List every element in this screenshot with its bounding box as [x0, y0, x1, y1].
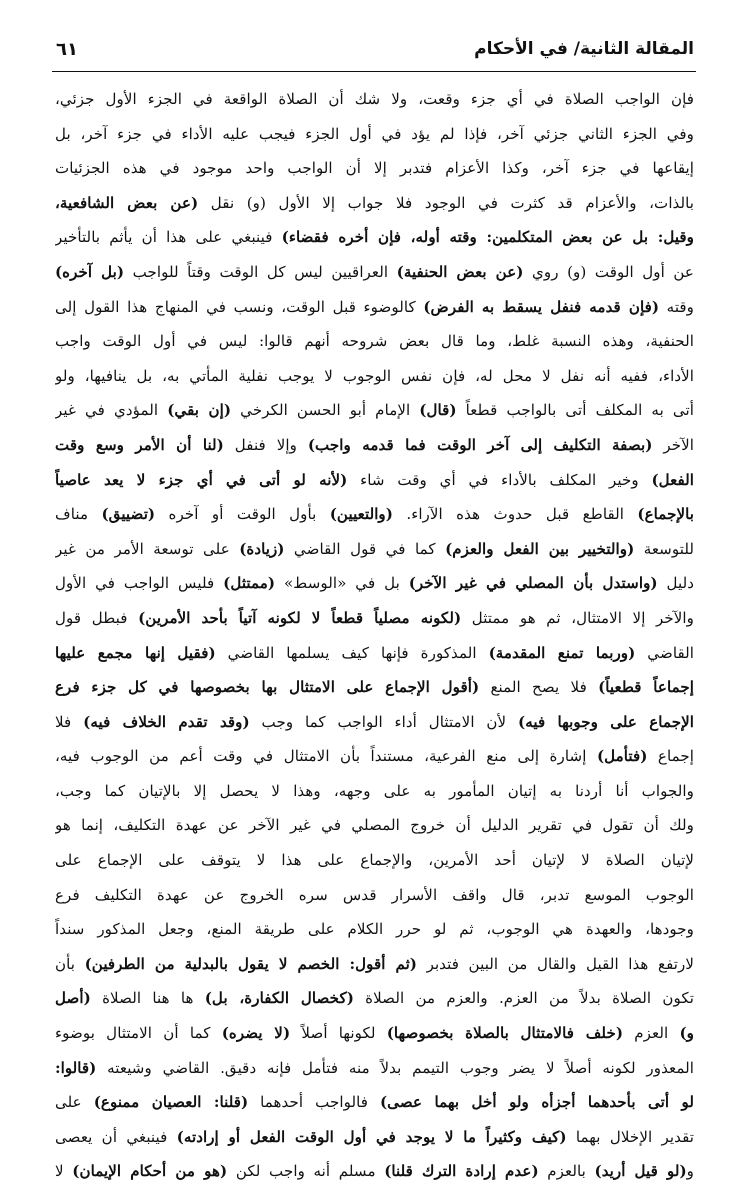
bold-text-segment: الإجماع على وجوبها فيه)	[518, 712, 694, 731]
text-line	[55, 1051, 694, 1086]
text-segment: المؤدي في غير	[55, 401, 168, 420]
text-line	[55, 82, 694, 117]
text-segment: دليل	[657, 574, 694, 593]
text-line	[55, 601, 694, 636]
text-line	[55, 705, 694, 740]
text-line	[55, 1085, 694, 1120]
text-segment: والجواب أنا أردنا به إتيان المأمور به على وجهه، وهذا لا يحصل إلا بالإتيان كما وجب،	[55, 781, 694, 800]
bold-text-segment: (قال)	[419, 401, 457, 420]
text-segment: فليس الواجب في الأول	[55, 574, 224, 593]
text-segment: لا	[55, 1162, 73, 1181]
text-segment: الوجوب الموسع تدبر، قال واقف الأسرار قدس سره الخروج عن عهدة التكليف فرع	[55, 885, 694, 904]
text-line	[55, 878, 694, 913]
text-segment: وجودها، والعهدة هي الوجوب، ثم لو حرر الكلام على طريقة المنع، وجعل المذكور سنداً	[55, 920, 694, 939]
bold-text-segment: و)	[679, 1024, 694, 1043]
bold-text-segment: (واستدل بأن المصلي في غير الآخر)	[408, 574, 658, 593]
bold-text-segment: (عن بعض الشافعية،	[55, 193, 199, 212]
text-segment: المذكورة فإنها كيف يسلمها القاضي	[215, 643, 489, 662]
text-segment: كما أن الامتثال بوضوء	[55, 1024, 222, 1043]
text-segment: بأن	[55, 954, 85, 973]
text-segment: مناف	[55, 505, 102, 524]
text-segment: لأن الامتثال أداء الواجب كما وجب	[249, 712, 519, 731]
text-segment: العزم	[623, 1024, 680, 1043]
text-line	[55, 151, 694, 186]
text-segment: عن أول الوقت (و) روي	[523, 262, 694, 281]
text-segment: وخير المكلف بالأداء في أي وقت شاء	[347, 470, 652, 489]
text-segment: إشارة إلى منع الفرعية، مستنداً بأن الامتثال في وقت أعم من الوجوب فيه،	[55, 747, 597, 766]
text-segment: القاطع قبل حدوث هذه الآراء.	[392, 505, 638, 524]
text-segment: لإتيان الصلاة لا لإتيان أحد الأمرين، والإجماع على هذا لا يتوقف على الإجماع على	[55, 851, 694, 870]
text-segment: بأول الوقت أو آخره	[155, 505, 330, 524]
bold-text-segment: (فقيل إنها مجمع عليها	[55, 643, 216, 662]
bold-text-segment: (لكونه مصلياً قطعاً لا لكونه آتياً بأحد الأمرين)	[138, 608, 462, 627]
text-segment: لارتفع هذا القيل والقال من البين فتدبر	[417, 954, 694, 973]
text-line	[55, 359, 694, 394]
text-line	[55, 220, 694, 255]
text-line	[55, 843, 694, 878]
text-line	[55, 981, 694, 1016]
text-segment: الإمام أبو الحسن الكرخي	[231, 401, 420, 420]
bold-text-segment: (ثم أقول: الخصم لا يقول بالبدلية من الطرفين)	[84, 954, 417, 973]
text-segment: وقته	[659, 297, 694, 316]
text-segment: على توسعة الأمر من غير	[55, 539, 240, 558]
text-segment: القاضي	[635, 643, 694, 662]
page-number: ٦١	[56, 38, 78, 60]
bold-text-segment: (فتأمل)	[596, 747, 648, 766]
text-segment: ها هنا الصلاة	[90, 989, 205, 1008]
text-line	[55, 117, 694, 152]
text-segment: بالذات، والأعزام قد كثرت في الوجود فلا جواب إلا الأول (و) نقل	[198, 193, 694, 212]
text-segment: وإلا فنفل	[223, 435, 308, 454]
bold-text-segment: وقيل: بل عن بعض المتكلمين: وقته أوله، فإن أخره فقضاء)	[281, 228, 694, 247]
bold-text-segment: الفعل)	[651, 470, 694, 489]
bold-text-segment: (بل آخره)	[55, 262, 125, 281]
text-segment: إجماع	[647, 747, 694, 766]
bold-text-segment: (وربما تمنع المقدمة)	[488, 643, 636, 662]
text-segment: فينبغي على هذا أن يأثم بالتأخير	[55, 228, 282, 247]
bold-text-segment: بالإجماع)	[637, 505, 694, 524]
text-segment: والآخر إلا الامتثال، ثم هو ممتثل	[461, 608, 694, 627]
text-line	[55, 255, 694, 290]
text-line	[55, 1016, 694, 1051]
text-segment: تقدير الإخلال بهما	[566, 1127, 694, 1146]
bold-text-segment: (عن بعض الحنفية)	[396, 262, 524, 281]
text-segment: وفي الجزء الثاني جزئي آخر، فإذا لم يؤد في أول الجزء فيجب عليه الأداء في جزء آخر، بل	[55, 124, 694, 143]
text-segment: فلا	[55, 712, 84, 731]
text-line	[55, 532, 694, 567]
text-segment: مسلم أنه واجب لكن	[227, 1162, 385, 1181]
text-line	[55, 912, 694, 947]
bold-text-segment: (لو قيل أريد)	[594, 1162, 687, 1181]
text-segment: بل في «الوسط»	[275, 574, 409, 593]
text-line	[55, 774, 694, 809]
text-line	[55, 186, 694, 221]
bold-text-segment: (أقول الإجماع على الامتثال بها بخصوصها في كل جزء فرع	[55, 678, 480, 697]
text-segment: إيقاعها في جزء آخر، وكذا الأعزام فتدبر إلا أن الواجب واحد موجود في هذه الجزئيات	[55, 159, 694, 178]
bold-text-segment: (لنا أن الأمر وسع وقت	[55, 435, 224, 454]
body-text	[55, 82, 694, 1189]
page-header	[56, 34, 694, 64]
header-rule	[52, 71, 696, 72]
bold-text-segment: (هو من أحكام الإيمان)	[72, 1162, 228, 1181]
text-segment: كما في قول القاضي	[284, 539, 446, 558]
text-segment: و	[686, 1162, 694, 1181]
text-line	[55, 393, 694, 428]
text-line	[55, 739, 694, 774]
text-segment: الآخر	[652, 435, 694, 454]
text-line	[55, 290, 694, 325]
text-line	[55, 497, 694, 532]
text-segment: فينبغي أن يعصى	[55, 1127, 177, 1146]
bold-text-segment: لو أتى بأحدهما أجزأه ولو أخل بهما عصى)	[379, 1093, 694, 1112]
text-segment: فلا يصح المنع	[479, 678, 599, 697]
text-segment: فبطل قول	[55, 608, 139, 627]
bold-text-segment: (بصفة التكليف إلى آخر الوقت فما قدمه واجب)	[307, 435, 653, 454]
running-title: المقالة الثانية/ في الأحكام	[474, 39, 694, 59]
text-segment: على	[55, 1093, 94, 1112]
text-segment: ولك أن تقول في تقرير الدليل أن خروج المصلي في غير الآخر عن عهدة التكليف، إنما هو	[55, 816, 694, 835]
text-line	[55, 808, 694, 843]
text-line	[55, 566, 694, 601]
bold-text-segment: (لا يضره)	[221, 1024, 291, 1043]
text-segment: كالوضوء قبل الوقت، ونسب في المنهاج هذا القول إلى	[55, 297, 424, 316]
bold-text-segment: (لأنه لو أتى في أي جزء لا يعد عاصياً	[55, 470, 348, 489]
text-line	[55, 1120, 694, 1155]
text-segment: الأداء، ففيه أنه نفل لا محل له، فإن نفس الوجوب لا يوجب نفلية المأتي به، بل ينافيها، ولو	[55, 366, 694, 385]
bold-text-segment: (تضييق)	[101, 505, 156, 524]
bold-text-segment: (ممتثل)	[223, 574, 276, 593]
bold-text-segment: (قلنا: العصيان ممنوع)	[93, 1093, 249, 1112]
text-segment: الحنفية، وهذه النسبة غلط، وما قال بعض شروحه أنهم قالوا: ليس في أول الوقت واجب	[55, 332, 694, 351]
bold-text-segment: (والتخيير بين الفعل والعزم)	[445, 539, 635, 558]
text-line	[55, 1154, 694, 1189]
text-segment: العراقيين ليس كل الوقت وقتاً للواجب	[124, 262, 397, 281]
text-line	[55, 947, 694, 982]
text-segment: لكونها أصلاً	[290, 1024, 387, 1043]
bold-text-segment: (قالوا:	[55, 1058, 97, 1077]
text-segment: بالعزم	[538, 1162, 595, 1181]
bold-text-segment: (كخصال الكفارة، بل)	[204, 989, 354, 1008]
text-segment: فإن الواجب الصلاة في أي جزء وقعت، ولا شك أن الصلاة الواقعة في الجزء الأول جزئي،	[55, 90, 694, 108]
bold-text-segment: (وقد تقدم الخلاف فيه)	[83, 712, 250, 731]
text-segment: للتوسعة	[634, 539, 694, 558]
bold-text-segment: (أصل	[55, 989, 91, 1008]
bold-text-segment: (والتعيين)	[329, 505, 393, 524]
text-segment: أتى به المكلف أتى بالواجب قطعاً	[456, 401, 694, 420]
text-line	[55, 324, 694, 359]
text-line	[55, 636, 694, 671]
bold-text-segment: (عدم إرادة الترك قلنا)	[384, 1162, 539, 1181]
bold-text-segment: (كيف وكثيراً ما لا يوجد في أول الوقت الفعل أو إرادته)	[176, 1127, 567, 1146]
bold-text-segment: إجماعاً قطعياً)	[598, 678, 694, 697]
bold-text-segment: (زيادة)	[239, 539, 285, 558]
text-line	[55, 463, 694, 498]
text-segment: تكون الصلاة بدلاً من العزم. والعزم من الصلاة	[353, 989, 694, 1008]
text-line	[55, 670, 694, 705]
bold-text-segment: (فإن قدمه فنفل يسقط به الفرض)	[423, 297, 660, 316]
text-line	[55, 428, 694, 463]
bold-text-segment: (إن بقي)	[167, 401, 232, 420]
text-segment: المعذور لكونه أصلاً لا يضر وجوب التيمم بدلاً منه فتأمل فإنه دقيق. القاضي وشيعته	[96, 1058, 694, 1077]
bold-text-segment: (خلف فالامتثال بالصلاة بخصوصها)	[386, 1024, 624, 1043]
text-segment: فالواجب أحدهما	[248, 1093, 380, 1112]
